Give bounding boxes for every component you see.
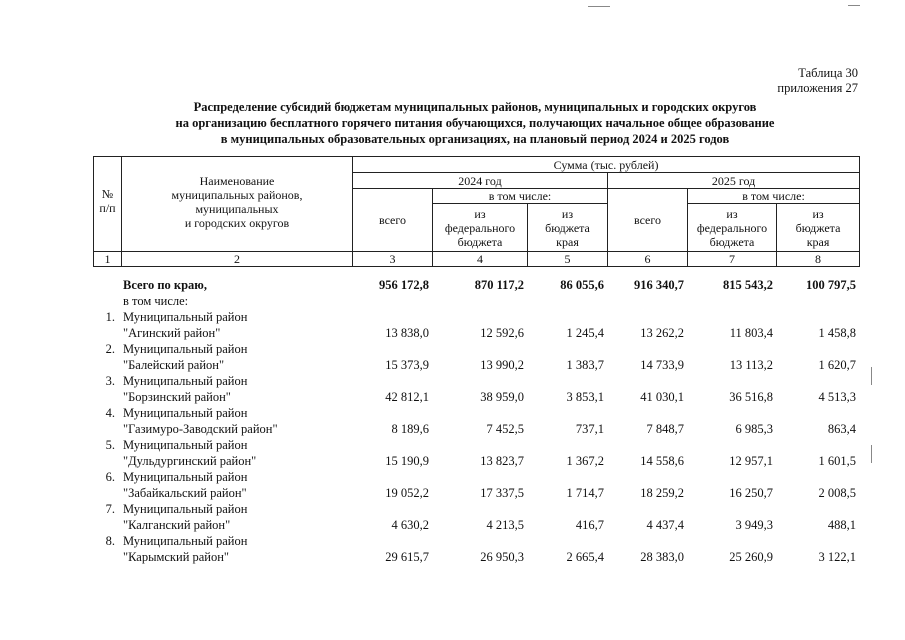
table-row-values xyxy=(93,389,859,405)
column-number: 2 xyxy=(122,252,353,267)
row-number: 4. xyxy=(105,406,115,420)
row-value: 16 250,7 xyxy=(729,486,773,500)
total-value: 916 340,7 xyxy=(634,278,684,292)
total-sub-row xyxy=(93,293,859,309)
total-value: 815 543,2 xyxy=(723,278,773,292)
row-value: 12 957,1 xyxy=(729,454,773,468)
row-value: 15 373,9 xyxy=(385,358,429,372)
column-number: 4 xyxy=(433,252,528,267)
header-federal-2025-text: из федерального бюджета xyxy=(696,206,768,249)
row-name-line1: Муниципальный район xyxy=(123,502,248,516)
table-header xyxy=(93,156,860,267)
row-value: 29 615,7 xyxy=(385,550,429,564)
row-number: 1. xyxy=(105,310,115,324)
row-number: 2. xyxy=(105,342,115,356)
header-total-2025: всего xyxy=(608,189,688,252)
header-regional-2024 xyxy=(528,204,608,252)
header-name-text: Наименование муниципальных районов, муниципальных и городских округов xyxy=(171,174,303,230)
row-value: 3 122,1 xyxy=(818,550,856,564)
scan-mark xyxy=(871,445,872,463)
row-value: 416,7 xyxy=(575,518,604,532)
row-value: 26 950,3 xyxy=(480,550,524,564)
row-value: 36 516,8 xyxy=(729,390,773,404)
column-number: 7 xyxy=(688,252,777,267)
title-line-2: на организацию бесплатного горячего питания обучающихся, получающих начальное общее образование xyxy=(175,116,775,130)
row-value: 19 052,2 xyxy=(385,486,429,500)
title-line-1: Распределение субсидий бюджетам муниципальных районов, муниципальных и городских округов xyxy=(193,100,757,114)
row-value: 4 213,5 xyxy=(486,518,524,532)
row-name-line2: "Дульдургинский район" xyxy=(123,454,257,468)
row-value: 488,1 xyxy=(827,518,856,532)
row-name-line2: "Калганский район" xyxy=(123,518,231,532)
total-value: 870 117,2 xyxy=(474,278,524,292)
table-row xyxy=(93,373,859,389)
header-regional-2025-text: из бюджета края xyxy=(795,206,841,249)
row-value: 13 823,7 xyxy=(480,454,524,468)
table-number-label xyxy=(777,66,858,96)
appendix-number: приложения 27 xyxy=(777,81,858,95)
column-number: 1 xyxy=(94,252,122,267)
row-value: 1 383,7 xyxy=(566,358,604,372)
header-year-2025: 2025 год xyxy=(608,173,860,189)
table-row xyxy=(93,437,859,453)
row-number: 3. xyxy=(105,374,115,388)
row-value: 3 853,1 xyxy=(566,390,604,404)
header-federal-2024 xyxy=(433,204,528,252)
row-value: 2 665,4 xyxy=(566,550,604,564)
header-name xyxy=(122,157,353,252)
total-value: 86 055,6 xyxy=(560,278,604,292)
row-number: 7. xyxy=(105,502,115,516)
header-num xyxy=(94,157,122,252)
spacer-cell xyxy=(93,517,121,533)
row-name-line2: "Забайкальский район" xyxy=(123,486,247,500)
row-value: 1 601,5 xyxy=(818,454,856,468)
document-title xyxy=(90,99,860,147)
spacer-cell xyxy=(93,389,121,405)
row-value: 15 190,9 xyxy=(385,454,429,468)
row-value: 38 959,0 xyxy=(480,390,524,404)
spacer-cell xyxy=(93,421,121,437)
row-value: 12 592,6 xyxy=(480,326,524,340)
row-value: 13 113,2 xyxy=(729,358,773,372)
row-value: 17 337,5 xyxy=(480,486,524,500)
row-value: 41 030,1 xyxy=(640,390,684,404)
header-federal-2024-text: из федерального бюджета xyxy=(444,206,516,249)
header-total-2024: всего xyxy=(353,189,433,252)
row-value: 1 367,2 xyxy=(566,454,604,468)
row-value: 14 733,9 xyxy=(640,358,684,372)
row-value: 3 949,3 xyxy=(735,518,773,532)
table-row xyxy=(93,309,859,325)
spacer-cell xyxy=(93,485,121,501)
row-name-line1: Муниципальный район xyxy=(123,374,248,388)
table-body xyxy=(93,277,859,565)
row-value: 14 558,6 xyxy=(640,454,684,468)
row-value: 8 189,6 xyxy=(391,422,429,436)
header-regional-2024-text: из бюджета края xyxy=(545,206,590,249)
table-row-values xyxy=(93,357,859,373)
column-number: 5 xyxy=(528,252,608,267)
table-row-values xyxy=(93,421,859,437)
row-value: 7 452,5 xyxy=(486,422,524,436)
row-value: 1 620,7 xyxy=(818,358,856,372)
total-label: Всего по краю, xyxy=(123,278,207,292)
row-value: 4 630,2 xyxy=(391,518,429,532)
including-label: в том числе: xyxy=(123,294,189,308)
row-value: 4 513,3 xyxy=(818,390,856,404)
row-number: 6. xyxy=(105,470,115,484)
row-value: 6 985,3 xyxy=(735,422,773,436)
row-value: 13 990,2 xyxy=(480,358,524,372)
table-row-values xyxy=(93,549,859,565)
header-num-text: № п/п xyxy=(99,187,116,215)
column-number: 8 xyxy=(777,252,860,267)
row-value: 1 245,4 xyxy=(566,326,604,340)
column-number-row xyxy=(94,252,860,267)
row-name-line1: Муниципальный район xyxy=(123,534,248,548)
row-name-line2: "Борзинский район" xyxy=(123,390,231,404)
row-name-line1: Муниципальный район xyxy=(123,310,248,324)
row-value: 2 008,5 xyxy=(818,486,856,500)
row-value: 11 803,4 xyxy=(729,326,773,340)
row-value: 13 838,0 xyxy=(385,326,429,340)
header-including-2024: в том числе: xyxy=(433,189,608,204)
row-name-line2: "Карымский район" xyxy=(123,550,230,564)
header-regional-2025 xyxy=(777,204,860,252)
row-value: 42 812,1 xyxy=(385,390,429,404)
total-num xyxy=(93,277,121,293)
table-row-values xyxy=(93,517,859,533)
table-row xyxy=(93,341,859,357)
spacer-cell xyxy=(93,293,121,309)
total-value: 956 172,8 xyxy=(379,278,429,292)
table-row-values xyxy=(93,325,859,341)
row-value: 1 458,8 xyxy=(818,326,856,340)
scan-mark xyxy=(588,6,610,7)
header-year-2024: 2024 год xyxy=(353,173,608,189)
header-including-2025: в том числе: xyxy=(688,189,860,204)
row-value: 863,4 xyxy=(827,422,856,436)
title-line-3: в муниципальных образовательных организациях, на плановый период 2024 и 2025 годов xyxy=(220,132,730,146)
row-value: 1 714,7 xyxy=(566,486,604,500)
row-name-line1: Муниципальный район xyxy=(123,438,248,452)
row-name-line1: Муниципальный район xyxy=(123,342,248,356)
spacer-cell xyxy=(93,453,121,469)
spacer-cell xyxy=(93,325,121,341)
table-number: Таблица 30 xyxy=(798,66,858,80)
spacer-cell xyxy=(93,357,121,373)
spacer-cell xyxy=(93,549,121,565)
column-number: 3 xyxy=(353,252,433,267)
total-value: 100 797,5 xyxy=(806,278,856,292)
table-row xyxy=(93,501,859,517)
row-name-line1: Муниципальный район xyxy=(123,406,248,420)
column-number: 6 xyxy=(608,252,688,267)
row-value: 7 848,7 xyxy=(646,422,684,436)
scan-mark xyxy=(848,5,860,6)
row-value: 18 259,2 xyxy=(640,486,684,500)
scan-mark xyxy=(871,367,872,385)
row-value: 737,1 xyxy=(575,422,604,436)
row-name-line2: "Газимуро-Заводский район" xyxy=(123,422,278,436)
row-value: 28 383,0 xyxy=(640,550,684,564)
total-row xyxy=(93,277,859,293)
header-federal-2025 xyxy=(688,204,777,252)
row-value: 25 260,9 xyxy=(729,550,773,564)
header-sum: Сумма (тыс. рублей) xyxy=(353,157,860,173)
row-name-line2: "Агинский район" xyxy=(123,326,221,340)
table-row xyxy=(93,533,859,549)
table-row-values xyxy=(93,453,859,469)
row-value: 4 437,4 xyxy=(646,518,684,532)
row-name-line2: "Балейский район" xyxy=(123,358,225,372)
table-row-values xyxy=(93,485,859,501)
table-row xyxy=(93,469,859,485)
row-name-line1: Муниципальный район xyxy=(123,470,248,484)
row-number: 5. xyxy=(105,438,115,452)
row-number: 8. xyxy=(105,534,115,548)
row-value: 13 262,2 xyxy=(640,326,684,340)
table-row xyxy=(93,405,859,421)
